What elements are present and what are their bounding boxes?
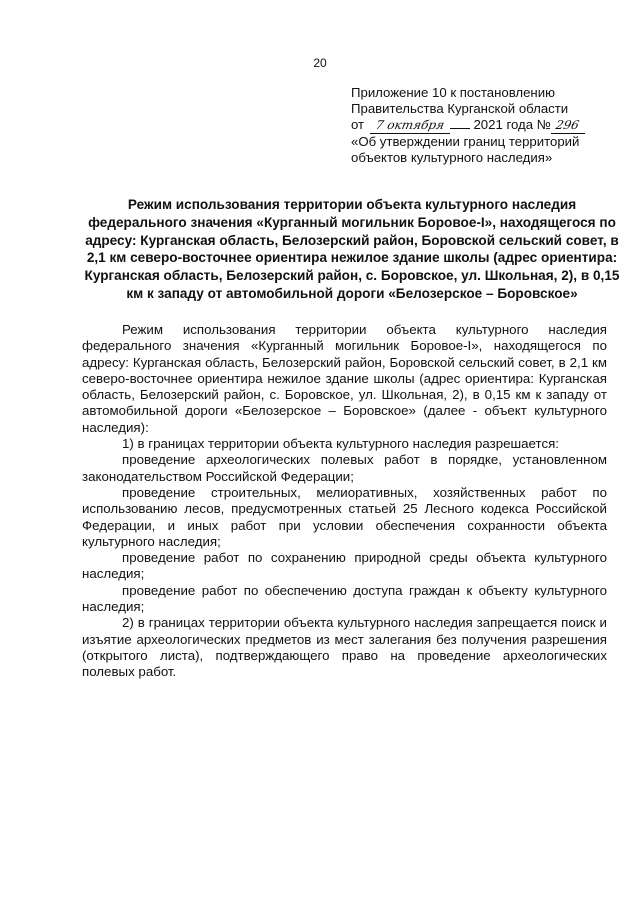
paragraph-prohibited: 2) в границах территории объекта культурного наследия запрещается поиск и изъятие археологических предметов из мест залегания без получения разрешения (открытого листа), подтверждающего право на проведение археологических полевых работ. xyxy=(82,615,607,680)
paragraph-allowed-item-2: проведение строительных, мелиоративных, хозяйственных работ по использованию лесов, предусмотренных статьей 25 Лесного кодекса Российской Федерации, и иных работ при условии обеспечения сохранности объекта культурного наследия; xyxy=(82,484,607,549)
year-text: 2021 года № xyxy=(473,117,551,132)
paragraph-allowed-heading: 1) в границах территории объекта культурного наследия разрешается: xyxy=(122,436,559,452)
appendix-date-line xyxy=(351,117,621,134)
appendix-line-4: «Об утверждении границ территорий xyxy=(351,134,580,149)
appendix-line-1: Приложение 10 к постановлению xyxy=(351,85,555,100)
paragraph-allowed-item-4: проведение работ по обеспечению доступа граждан к объекту культурного наследия; xyxy=(82,582,607,615)
paragraph-allowed-item-3: проведение работ по сохранению природной среды объекта культурного наследия; xyxy=(82,550,607,582)
appendix-line-5: объектов культурного наследия» xyxy=(351,150,553,165)
page-number: 20 xyxy=(313,56,327,70)
document-title: Режим использования территории объекта культурного наследия федерального значения «Курганный могильник Боровое-I», находящегося по адресу: Курганская область, Белозерский район, Боровской сельский совет, в 2,1 км северо-восточнее ориентира нежилое здание школы (адрес ориентира: Курганская область, Белозерский район, с. Боровское, ул. Школьная, 2), в 0,15 км к западу от автомобильной дороги «Белозерское – Боровское» xyxy=(84,197,620,301)
document-body xyxy=(82,322,607,681)
appendix-header xyxy=(351,85,621,166)
paragraph-intro: Режим использования территории объекта культурного наследия федерального значения «Курганный могильник Боровое-I», находящегося по адресу: Курганская область, Белозерский район, Боровской сельский совет, в 2,1 км северо-восточнее ориентира нежилое здание школы (адрес ориентира: Курганская область, Белозерский район, с. Боровское, ул. Школьная, 2), в 0,15 км к западу от автомобильной дороги «Белозерское – Боровское» (далее - объект культурного наследия): xyxy=(82,322,607,435)
handwritten-date-text: 7 октября xyxy=(374,118,446,132)
handwritten-date xyxy=(370,117,450,134)
appendix-line-2: Правительства Курганской области xyxy=(351,101,569,116)
handwritten-number-text: 296 xyxy=(554,118,581,132)
paragraph-allowed-item-1: проведение археологических полевых работ в порядке, установленном законодательством Российской Федерации; xyxy=(82,452,607,484)
date-prefix: от xyxy=(351,117,365,132)
date-underline-gap xyxy=(450,128,470,129)
handwritten-number xyxy=(551,117,585,134)
